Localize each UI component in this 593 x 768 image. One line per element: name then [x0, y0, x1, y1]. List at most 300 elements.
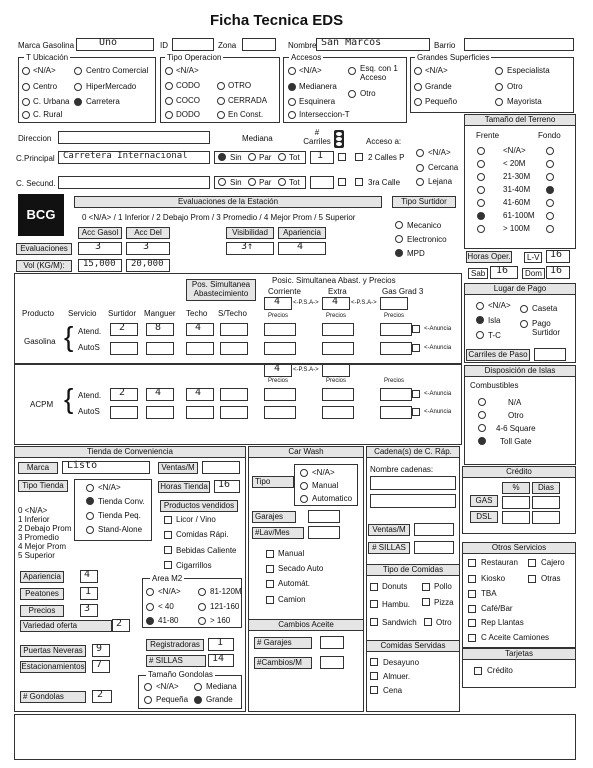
gas-surtidor-field[interactable] — [110, 323, 138, 336]
horas-sab-label: Sab — [468, 268, 488, 279]
pago-caseta-radio[interactable] — [520, 305, 528, 313]
superficies-option: Mayorista — [507, 97, 542, 106]
comidas-checkbox[interactable] — [164, 531, 172, 539]
price-field[interactable] — [380, 323, 412, 336]
otros-option: Restauran — [481, 558, 518, 567]
cena-checkbox[interactable] — [370, 686, 378, 694]
acpm-top-value: 4 — [274, 363, 281, 374]
superficies-radio-otro[interactable] — [495, 83, 503, 91]
producto-header: Producto — [22, 309, 55, 318]
acc-del-field[interactable] — [126, 242, 170, 255]
ngarajes-label: # Garajes — [254, 637, 312, 649]
frente-radio[interactable] — [477, 212, 485, 220]
surtidor-mecanico-radio[interactable] — [395, 221, 403, 229]
ubicacion-radio-hiper[interactable] — [74, 83, 82, 91]
precios-label: Precios — [268, 378, 289, 384]
garajes-field[interactable] — [308, 510, 340, 523]
gas-stecho-field[interactable] — [220, 323, 248, 336]
operacion-option: CERRADA — [228, 96, 268, 105]
carwash-check-option: Secado Auto — [278, 564, 324, 573]
apariencia-tienda-field[interactable] — [80, 570, 98, 583]
accesos-radio-intersec[interactable] — [288, 111, 296, 119]
ncambios-field[interactable] — [320, 656, 344, 669]
dos-calles-label: 2 Calles P — [368, 153, 405, 162]
cadena-ventas-label: Ventas/M — [368, 524, 410, 536]
tienda-scale-item: 2 Debajo Prom — [18, 524, 72, 533]
sillas-tienda-field[interactable] — [208, 654, 234, 667]
servidas-option: Cena — [383, 686, 403, 695]
gas-grad-field[interactable] — [380, 297, 408, 310]
frente-radio[interactable] — [477, 225, 485, 233]
fondo-radio[interactable] — [546, 212, 554, 220]
islas-na-radio[interactable] — [478, 398, 486, 406]
area-title: Area M2 — [152, 574, 183, 583]
gas-manguer-field[interactable] — [146, 323, 174, 336]
carwash-check-option: Manual — [278, 549, 305, 558]
ubicacion-radio-na[interactable] — [22, 67, 30, 75]
estac-field[interactable] — [92, 660, 110, 673]
otros-title: Otros Servicios — [462, 542, 576, 554]
credito-title: Crédito — [462, 466, 576, 478]
anuncia-checkbox[interactable] — [412, 408, 420, 416]
tarjeta-credito-checkbox[interactable] — [474, 667, 482, 675]
vol-gasol-field[interactable] — [78, 259, 122, 272]
accesos-option: Interseccion-T — [299, 110, 350, 119]
gondolas-field[interactable] — [92, 690, 112, 703]
nombres-field-2[interactable] — [370, 494, 456, 508]
price-field[interactable] — [322, 388, 354, 401]
area-41-radio[interactable] — [146, 617, 154, 625]
dos-calles-checkbox[interactable] — [355, 153, 363, 161]
gas-grad-label: Gas Grad 3 — [382, 287, 424, 296]
terreno-fondo: Fondo — [538, 131, 561, 140]
acpm-techo-field[interactable] — [186, 388, 214, 401]
apariencia-field[interactable] — [278, 242, 326, 255]
bebidas-checkbox[interactable] — [164, 546, 172, 554]
pago-isla-radio[interactable] — [476, 316, 484, 324]
almuer-checkbox[interactable] — [370, 672, 378, 680]
islas-option: 4-6 Square — [496, 424, 536, 433]
tienda-title: Tienda de Conveniencia — [14, 446, 246, 458]
apariencia-value: 4 — [297, 241, 304, 252]
price-field[interactable] — [264, 342, 296, 355]
acpm-top-field[interactable] — [264, 364, 292, 377]
aceite-checkbox[interactable] — [468, 634, 476, 642]
comidas-option: Hambu. — [382, 600, 411, 609]
acceso-na-radio[interactable] — [416, 149, 424, 157]
marca-field[interactable] — [76, 38, 154, 51]
lav-label: #Lav/Mes — [252, 527, 304, 539]
atend-label: Atend. — [78, 391, 102, 400]
area-81-radio[interactable] — [198, 588, 206, 596]
anuncia-checkbox[interactable] — [412, 390, 420, 398]
restauran-checkbox[interactable] — [468, 559, 476, 567]
ubicacion-option: Carretera — [86, 97, 120, 106]
acpm-surtidor-value: 2 — [119, 387, 126, 398]
operacion-radio-na[interactable] — [165, 67, 173, 75]
terreno-frente: Frente — [476, 131, 500, 140]
accesos-option: Medianera — [299, 82, 337, 91]
horas-lv-field[interactable] — [546, 250, 570, 263]
horas-tienda-value: 16 — [218, 479, 231, 490]
price-field[interactable] — [322, 323, 354, 336]
ubicacion-option: C. Urbana — [33, 97, 70, 106]
tba-checkbox[interactable] — [468, 590, 476, 598]
accesos-radio-na[interactable] — [288, 67, 296, 75]
mediana2-sin-radio[interactable] — [218, 178, 226, 186]
donuts-checkbox[interactable] — [370, 583, 378, 591]
operacion-radio-cerrada[interactable] — [217, 97, 225, 105]
principal-value: Carretera Internacional — [63, 151, 188, 161]
anuncia-checkbox[interactable] — [412, 325, 420, 333]
price-field[interactable] — [264, 323, 296, 336]
notes-box[interactable] — [14, 714, 576, 760]
visibilidad-field[interactable] — [226, 242, 274, 255]
gas-techo-autos[interactable] — [186, 342, 214, 355]
surtidor-header: Surtidor — [108, 309, 137, 318]
gond-na-radio[interactable] — [144, 683, 152, 691]
registradoras-label: Registradoras — [146, 639, 204, 651]
acpm-stecho-field[interactable] — [220, 388, 248, 401]
cadena-sillas-field[interactable] — [414, 541, 454, 554]
carril2-checkbox[interactable] — [338, 178, 346, 186]
operacion-option: En Const. — [228, 110, 264, 119]
servicio-header: Servicio — [68, 309, 97, 318]
horas-sab-field[interactable] — [490, 266, 518, 279]
superficies-radio-especialista[interactable] — [495, 67, 503, 75]
carriles-paso-field[interactable] — [534, 348, 566, 361]
acpm-surtidor-autos[interactable] — [110, 406, 138, 419]
islas-option: N/A — [508, 398, 522, 407]
tipo-peq-radio[interactable] — [86, 512, 94, 520]
price-field[interactable] — [322, 342, 354, 355]
variedad-label: Variedad oferta — [20, 620, 112, 632]
gond-mediana-radio[interactable] — [194, 683, 202, 691]
terreno-option: 61-100M — [503, 211, 535, 220]
area-160-radio[interactable] — [198, 617, 206, 625]
evaluaciones-header: Evaluaciones — [16, 243, 72, 255]
acceso-lejana-radio[interactable] — [416, 178, 424, 186]
tienda-scale-item: 0 <N/A> — [18, 506, 48, 515]
secundaria-field[interactable] — [58, 176, 210, 189]
tipo-na-radio[interactable] — [86, 484, 94, 492]
price-field[interactable] — [264, 388, 296, 401]
frente-radio[interactable] — [477, 147, 485, 155]
techo-header: Techo — [186, 309, 208, 318]
variedad-field[interactable] — [112, 619, 130, 632]
gond-pequena-radio[interactable] — [144, 696, 152, 704]
mediana2-tot-radio[interactable] — [278, 178, 286, 186]
extra-label: Extra — [328, 287, 347, 296]
cafe-checkbox[interactable] — [468, 605, 476, 613]
accesos-radio-otro[interactable] — [348, 90, 356, 98]
direccion-field[interactable] — [58, 131, 210, 144]
acpm-surtidor-field[interactable] — [110, 388, 138, 401]
peatones-value: 1 — [85, 586, 92, 597]
pago-na-radio[interactable] — [476, 302, 484, 310]
islas-toll-radio[interactable] — [478, 437, 486, 445]
operacion-option: COCO — [176, 96, 200, 105]
anuncia-label: <-Anuncia — [424, 391, 452, 397]
pago-surtidor-radio[interactable] — [520, 320, 528, 328]
principal-field[interactable] — [58, 151, 210, 164]
pago-tc-radio[interactable] — [476, 331, 484, 339]
otros-option: Cajero — [541, 558, 565, 567]
mediana-option: Tot — [289, 153, 300, 162]
gas-manguer-autos[interactable] — [146, 342, 174, 355]
mediana-tot-radio[interactable] — [278, 153, 286, 161]
frente-radio[interactable] — [477, 199, 485, 207]
fondo-radio[interactable] — [546, 147, 554, 155]
frente-radio[interactable] — [477, 186, 485, 194]
accesos-radio-medianera[interactable] — [288, 83, 296, 91]
zona-label: Zona — [218, 41, 237, 50]
superficies-radio-pequeno[interactable] — [414, 98, 422, 106]
anuncia-checkbox[interactable] — [412, 344, 420, 352]
lav-field[interactable] — [308, 526, 340, 539]
psa-label: <-P.S.A-> — [293, 300, 319, 306]
carwash-option: Automatico — [312, 494, 353, 503]
tienda-scale-item: 5 Superior — [18, 551, 55, 560]
horas-tienda-field[interactable] — [214, 480, 240, 493]
ncambios-label: #Cambios/M — [254, 657, 312, 669]
accesos-radio-esquinera[interactable] — [288, 98, 296, 106]
accesos-option: Esquinera — [299, 97, 336, 106]
superficies-radio-mayorista[interactable] — [495, 98, 503, 106]
credito-dsl-pct[interactable] — [502, 511, 530, 524]
mediana-label: Mediana — [242, 134, 273, 143]
carriles2-field[interactable] — [310, 176, 334, 189]
fondo-radio[interactable] — [546, 173, 554, 181]
horas-label: Horas Oper. — [467, 252, 511, 261]
superficies-title: Grandes Superficies — [417, 53, 490, 62]
fondo-radio[interactable] — [546, 199, 554, 207]
productos-option: Comidas Rápi. — [176, 530, 229, 539]
kiosko-checkbox[interactable] — [468, 575, 476, 583]
id-field[interactable] — [172, 38, 214, 51]
acpm-manguer-autos[interactable] — [146, 406, 174, 419]
mediana-sin-radio[interactable] — [218, 153, 226, 161]
operacion-radio-otro[interactable] — [217, 82, 225, 90]
cw-secado-checkbox[interactable] — [266, 565, 274, 573]
ubicacion-radio-rural[interactable] — [22, 111, 30, 119]
area-121-radio[interactable] — [198, 603, 206, 611]
tipo-tienda-option: <N/A> — [98, 483, 121, 492]
operacion-radio-coco[interactable] — [165, 97, 173, 105]
credito-gas-pct[interactable] — [502, 496, 530, 509]
credito-dsl-dias[interactable] — [532, 511, 560, 524]
carwash-auto-radio[interactable] — [300, 495, 308, 503]
mediana2-par-radio[interactable] — [248, 178, 256, 186]
sillas-label: # SILLAS — [146, 655, 206, 667]
corriente-value: 4 — [274, 296, 281, 307]
horas-dom-field[interactable] — [546, 266, 570, 279]
acpm-top-field2[interactable] — [322, 364, 350, 377]
llantas-checkbox[interactable] — [468, 619, 476, 627]
pago-option: Isla — [488, 316, 501, 325]
cajero-checkbox[interactable] — [528, 559, 536, 567]
otros-option: Otras — [541, 574, 561, 583]
area-40-radio[interactable] — [146, 603, 154, 611]
ubicacion-radio-urbana[interactable] — [22, 98, 30, 106]
pizza-checkbox[interactable] — [422, 598, 430, 606]
acceso-cercana-radio[interactable] — [416, 164, 424, 172]
acpm-manguer-field[interactable] — [146, 388, 174, 401]
carwash-na-radio[interactable] — [300, 469, 308, 477]
zona-field[interactable] — [242, 38, 276, 51]
operacion-radio-codo[interactable] — [165, 82, 173, 90]
gas-techo-field[interactable] — [186, 323, 214, 336]
surtidor-title: Tipo Surtidor — [392, 196, 456, 208]
tienda-marca-value: Listo — [67, 460, 98, 471]
ubicacion-radio-centro[interactable] — [22, 83, 30, 91]
islas-square-radio[interactable] — [478, 424, 486, 432]
precios-label: Precios — [268, 313, 289, 319]
price-field[interactable] — [380, 388, 412, 401]
ngarajes-field[interactable] — [320, 636, 344, 649]
tipo-tienda-label: Tipo Tienda — [18, 480, 68, 492]
marca-label: Marca Gasolina — [18, 41, 75, 50]
cw-camion-checkbox[interactable] — [266, 596, 274, 604]
gas-surtidor-autos[interactable] — [110, 342, 138, 355]
extra-field[interactable] — [322, 297, 350, 310]
ubicacion-radio-carretera[interactable] — [74, 98, 82, 106]
garajes-label: Garajes — [252, 511, 296, 523]
operacion-option: DODO — [176, 110, 200, 119]
mediana-par-radio[interactable] — [248, 153, 256, 161]
acc-gasol-field[interactable] — [78, 242, 122, 255]
gas-stecho-autos[interactable] — [220, 342, 248, 355]
registradoras-field[interactable] — [208, 638, 234, 651]
acceso-option: Cercana — [428, 163, 459, 172]
desayuno-checkbox[interactable] — [370, 658, 378, 666]
pago-option: <N/A> — [488, 301, 511, 310]
surtidor-mpd-radio[interactable] — [395, 249, 403, 257]
surtidor-option: Mecanico — [407, 221, 442, 230]
operacion-radio-const[interactable] — [217, 111, 225, 119]
tipo-tienda-option: Tienda Peq. — [98, 511, 141, 520]
islas-otro-radio[interactable] — [478, 411, 486, 419]
licor-checkbox[interactable] — [164, 516, 172, 524]
carril-checkbox[interactable] — [338, 153, 346, 161]
gond-grande-radio[interactable] — [194, 696, 202, 704]
area-na-radio[interactable] — [146, 588, 154, 596]
acpm-stecho-autos[interactable] — [220, 406, 248, 419]
bcg-logo-text: BCG — [26, 207, 56, 222]
acpm-label: ACPM — [30, 400, 54, 409]
peatones-field[interactable] — [80, 587, 98, 600]
sandwich-checkbox[interactable] — [370, 618, 378, 626]
carwash-title: Car Wash — [248, 446, 364, 458]
price-field[interactable] — [264, 406, 296, 419]
anuncia-label: <-Anuncia — [424, 409, 452, 415]
nombre-field[interactable] — [316, 38, 430, 51]
hambu-checkbox[interactable] — [370, 600, 378, 608]
superficies-radio-na[interactable] — [414, 67, 422, 75]
price-field[interactable] — [322, 406, 354, 419]
estac-value: 7 — [96, 659, 103, 670]
servidas-option: Desayuno — [383, 658, 420, 667]
ubicacion-radio-cc[interactable] — [74, 67, 82, 75]
carwash-manual-radio[interactable] — [300, 482, 308, 490]
precios-tienda-field[interactable] — [80, 604, 98, 617]
precios-label: Precios — [384, 378, 405, 384]
precios-tienda-value: 3 — [84, 603, 91, 614]
vol-del-field[interactable] — [126, 259, 170, 272]
tipo-stand-radio[interactable] — [86, 526, 94, 534]
frente-radio[interactable] — [477, 160, 485, 168]
credito-dsl: DSL — [470, 511, 498, 523]
tipo-conv-radio[interactable] — [86, 497, 94, 505]
mediana-option: Sin — [230, 153, 242, 162]
mediana-option: Tot — [289, 178, 300, 187]
terreno-option: 41-60M — [503, 198, 531, 207]
credito-gas-dias[interactable] — [532, 496, 560, 509]
tienda-marca-field[interactable] — [62, 461, 150, 474]
corriente-field[interactable] — [264, 297, 292, 310]
puertas-field[interactable] — [92, 644, 110, 657]
nombre-value: San Marcos — [321, 37, 382, 48]
servidas-title: Comidas Servidas — [366, 640, 460, 652]
otras-checkbox[interactable] — [528, 575, 536, 583]
acc-del-value: 3 — [143, 241, 150, 252]
tarjetas-title: Tarjetas — [462, 648, 576, 660]
acpm-techo-autos[interactable] — [186, 406, 214, 419]
cadena-ventas-field[interactable] — [414, 523, 454, 536]
surtidor-electronico-radio[interactable] — [395, 235, 403, 243]
credito-pct: % — [502, 482, 530, 494]
carriles-paso-label: Carriles de Paso — [466, 349, 530, 361]
terreno-option: < 20M — [503, 159, 526, 168]
gondolas-option: <N/A> — [156, 682, 179, 691]
fondo-radio[interactable] — [546, 160, 554, 168]
cw-automat-checkbox[interactable] — [266, 580, 274, 588]
cw-manual-checkbox[interactable] — [266, 550, 274, 558]
ventas-label: Ventas/M — [158, 462, 198, 474]
registradoras-value: 1 — [217, 637, 224, 648]
tres-calle-checkbox[interactable] — [355, 178, 363, 186]
area-option: <N/A> — [158, 587, 181, 596]
superficies-radio-grande[interactable] — [414, 83, 422, 91]
barrio-field[interactable] — [464, 38, 574, 51]
visibilidad-header: Visibilidad — [226, 227, 274, 239]
operacion-radio-dodo[interactable] — [165, 111, 173, 119]
otro-comida-checkbox[interactable] — [424, 618, 432, 626]
price-field[interactable] — [380, 406, 412, 419]
comidas-option: Otro — [436, 618, 452, 627]
accesos-radio-esq[interactable] — [348, 67, 356, 75]
pollo-checkbox[interactable] — [422, 583, 430, 591]
ventas-field[interactable] — [202, 461, 240, 474]
acceso-option: <N/A> — [428, 148, 451, 157]
cigarrillos-checkbox[interactable] — [164, 561, 172, 569]
comidas-option: Pollo — [434, 582, 452, 591]
carriles-field[interactable] — [310, 151, 334, 164]
nombres-field-1[interactable] — [370, 476, 456, 490]
mediana-option: Sin — [230, 178, 242, 187]
gasolina-label: Gasolina — [24, 337, 56, 346]
pago-option: Caseta — [532, 304, 558, 313]
price-field[interactable] — [380, 342, 412, 355]
fondo-radio[interactable] — [546, 225, 554, 233]
operacion-option: CODO — [176, 81, 200, 90]
frente-radio[interactable] — [477, 173, 485, 181]
operacion-title: Tipo Operacion — [167, 53, 222, 62]
cambios-title: Cambios Aceite — [248, 619, 364, 631]
horas-tienda-label: Horas Tienda — [158, 481, 210, 493]
fondo-radio[interactable] — [546, 186, 554, 194]
visibilidad-value: 3↑ — [241, 241, 254, 252]
